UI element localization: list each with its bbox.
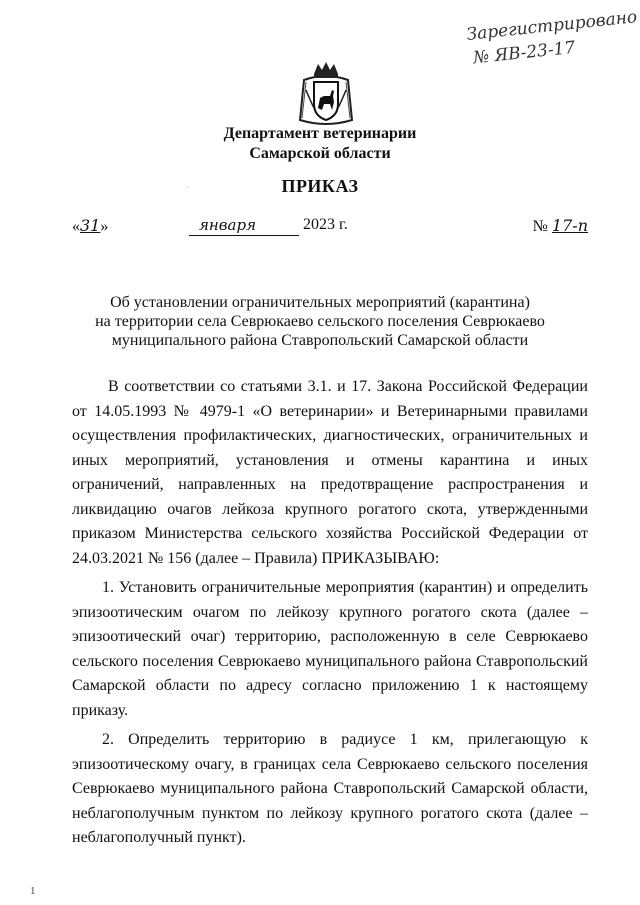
order-date-month: [189, 216, 299, 236]
footer-mark: 1: [30, 885, 36, 897]
document-type-title: ПРИКАЗ: [281, 176, 359, 196]
order-date-day: «31»: [72, 216, 109, 235]
stamp-line-2: № ЯВ-23-17: [472, 37, 577, 69]
order-day-handwritten: 31: [80, 216, 101, 235]
order-date-year: 2023 г.: [303, 216, 348, 233]
scan-speck: ·: [186, 183, 189, 192]
order-number-prefix: №: [532, 218, 548, 235]
order-item-1: 1. Установить ограничительные мероприятия (карантин) и определить эпизоотическим очагом по лейкозу крупного рогатого скота (далее – эпизоотический очаг) территорию, расположенную в селе Севрюкаево сельского поселения Севрюкаево муниципального района Ставропольский Самарской области по адресу согласно приложению 1 к настоящему приказу.: [72, 579, 588, 719]
subject-line-3: муниципального района Ставропольский Самарской области: [111, 332, 529, 349]
department-name: [0, 124, 640, 164]
subject-line-1: Об установлении ограничительных мероприятий (карантина): [110, 294, 530, 311]
subject-line-2: на территории села Севрюкаево сельского поселения Севрюкаево: [95, 313, 545, 330]
order-number-handwritten: 17-п: [551, 216, 588, 235]
order-month-handwritten: января: [199, 216, 257, 234]
order-body: [72, 375, 588, 851]
order-number: [533, 216, 588, 236]
department-line-1: Департамент ветеринарии: [223, 125, 417, 142]
registration-stamp: [465, 5, 640, 80]
preamble-paragraph: В соответствии со статьями 3.1. и 17. Закона Российской Федерации от 14.05.1993 № 4979-1 «О ветеринарии» и Ветеринарными правилами осуществления профилактических, диагностических, ограничительных и иных мероприятий, установления и отмены карантина и иных ограничений, направленных на предотвращение распространения и ликвидацию очагов лейкоза крупного рогатого скота, утвержденными приказом Министерства сельского хозяйства Российской Федерации от 24.03.2021 № 156 (далее – Правила) ПРИКАЗЫВАЮ:: [72, 378, 588, 567]
samara-coat-of-arms-icon: [296, 60, 356, 128]
date-line: [72, 216, 588, 238]
department-line-2: Самарской области: [249, 145, 391, 162]
order-subject: [0, 293, 640, 350]
stamp-line-1: Зарегистрировано: [465, 7, 639, 45]
order-item-2: 2. Определить территорию в радиусе 1 км, прилегающую к эпизоотическому очагу, в границах села Севрюкаево сельского поселения Севрюкаево муниципального района Ставропольский Самарской области, неблагополучным пунктом по лейкозу крупного рогатого скота (далее – неблагополучный пункт).: [72, 731, 588, 846]
